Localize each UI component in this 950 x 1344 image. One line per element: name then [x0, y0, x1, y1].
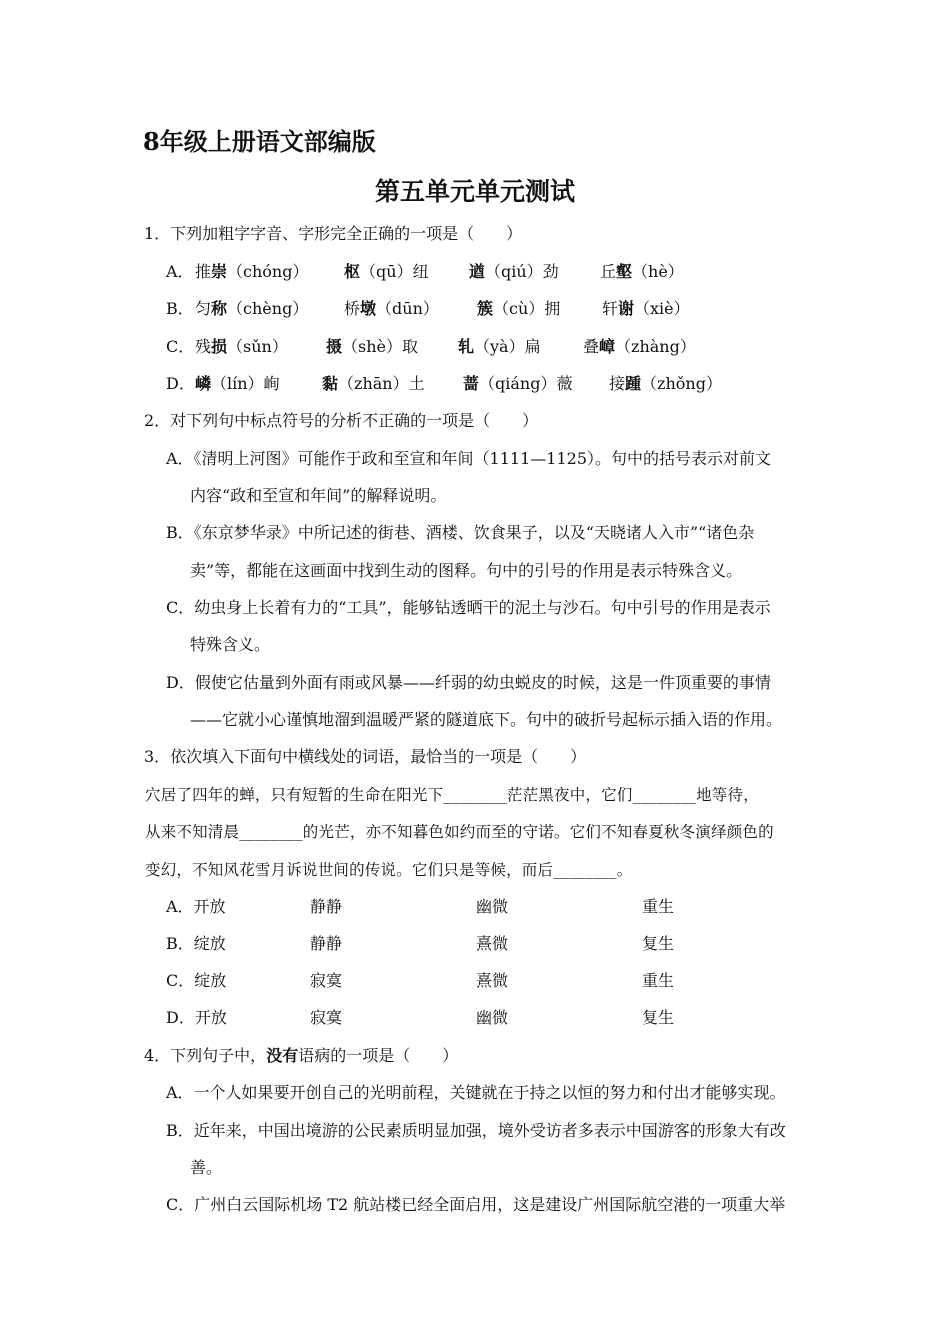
q3-option-b-c4: 复生 — [642, 934, 675, 953]
option-label: A． — [166, 262, 194, 281]
q3-option-b-c3: 熹微 — [476, 934, 509, 953]
q3-passage-line3: 变幻，不知风花雪月诉说世间的传说。它们只是等候，而后________。 — [145, 861, 633, 879]
option-label: C． — [166, 337, 195, 356]
option-label: B． — [166, 299, 194, 318]
q3-option-c-c1: C．绽放 — [166, 971, 227, 990]
option-label: D． — [166, 374, 195, 393]
q4-option-a: A．一个人如果要开创自己的光明前程，关键就在于持之以恒的努力和付出才能够实现。 — [166, 1083, 786, 1102]
q3-option-d-c3: 幽微 — [476, 1008, 509, 1027]
q4-option-b-line2: 善。 — [190, 1158, 223, 1177]
q2-option-b-line1: B．《东京梦华录》中所记述的街巷、酒楼、饮食果子，以及“天晓诸人入市”“诸色杂 — [166, 523, 755, 542]
question-1-stem: 1．下列加粗字字音、字形完全正确的一项是（ ） — [144, 224, 523, 243]
q3-option-b-c2: 静静 — [310, 934, 343, 953]
option-item: 轧（yà）扁 — [458, 337, 541, 356]
question-4-stem: 4．下列句子中，没有语病的一项是（ ） — [144, 1046, 459, 1065]
option-item: 轩谢（xiè） — [602, 299, 690, 318]
option-item: 桥墩（dūn） — [344, 299, 439, 318]
q3-passage-line2: 从来不知清晨________的光芒，亦不知暮色如约而至的守诺。它们不知春夏秋冬演绎颜色的 — [145, 823, 774, 841]
q2-option-d-line1: D．假使它估量到外面有雨或风暴——纤弱的幼虫蜕皮的时候，这是一件顶重要的事情 — [166, 673, 771, 692]
q3-option-d-c1: D．开放 — [166, 1008, 227, 1027]
subject-heading: 8年级上册语文部编版 — [143, 127, 376, 156]
option-item: 残损（sǔn） — [195, 337, 288, 356]
q3-option-d-c2: 寂寞 — [310, 1008, 343, 1027]
q3-option-c-c3: 熹微 — [476, 971, 509, 990]
q3-option-c-c4: 重生 — [642, 971, 675, 990]
q3-option-b-c1: B．绽放 — [166, 934, 226, 953]
q2-option-c-line1: C．幼虫身上长着有力的“工具”，能够钻透晒干的泥土与沙石。句中引号的作用是表示 — [166, 598, 771, 617]
option-item: 匀称（chèng） — [195, 299, 309, 318]
option-item: 接踵（zhǒng） — [609, 374, 722, 393]
option-item: 枢（qū）纽 — [344, 262, 429, 281]
question-2-stem: 2．对下列句中标点符号的分析不正确的一项是（ ） — [144, 411, 539, 430]
option-item: 遒（qiú）劲 — [469, 262, 559, 281]
option-item: 嶙（lín）峋 — [195, 374, 280, 393]
option-item: 叠嶂（zhàng） — [583, 337, 696, 356]
option-item: 摄（shè）取 — [326, 337, 419, 356]
q3-option-a-c2: 静静 — [310, 897, 343, 916]
q3-option-c-c2: 寂寞 — [310, 971, 343, 990]
test-title: 第五单元单元测试 — [374, 177, 575, 206]
option-item: 推崇（chóng） — [195, 262, 309, 281]
q3-option-a-c4: 重生 — [642, 897, 675, 916]
q3-option-a-c1: A．开放 — [166, 897, 226, 916]
option-item: 簇（cù）拥 — [477, 299, 561, 318]
q2-option-c-line2: 特殊含义。 — [190, 635, 271, 654]
question-3-stem: 3．依次填入下面句中横线处的词语，最恰当的一项是（ ） — [144, 747, 587, 766]
q4-option-b-line1: B．近年来，中国出境游的公民素质明显加强，境外受访者多表示中国游客的形象大有改 — [166, 1121, 786, 1140]
q3-option-d-c4: 复生 — [642, 1008, 675, 1027]
q4-option-c-line1: C．广州白云国际机场 T2 航站楼已经全面启用，这是建设广州国际航空港的一项重大举 — [166, 1195, 786, 1214]
q2-option-d-line2: ——它就小心谨慎地溜到温暖严紧的隧道底下。句中的破折号起标示插入语的作用。 — [190, 710, 783, 729]
q3-passage-line1: 穴居了四年的蝉，只有短暂的生命在阳光下________茫茫黑夜中，它们________地等待， — [145, 786, 759, 804]
option-item: 丘壑（hè） — [600, 262, 684, 281]
option-item: 蔷（qiáng）薇 — [463, 374, 573, 393]
q2-option-a-line1: A．《清明上河图》可能作于政和至宣和年间（1111—1125）。句中的括号表示对前文 — [166, 449, 771, 468]
q2-option-b-line2: 卖”等，都能在这画面中找到生动的图释。句中的引号的作用是表示特殊含义。 — [190, 561, 743, 580]
option-item: 黏（zhān）土 — [322, 374, 425, 393]
q2-option-a-line2: 内容“政和至宣和年间”的解释说明。 — [190, 486, 447, 505]
q3-option-a-c3: 幽微 — [476, 897, 509, 916]
